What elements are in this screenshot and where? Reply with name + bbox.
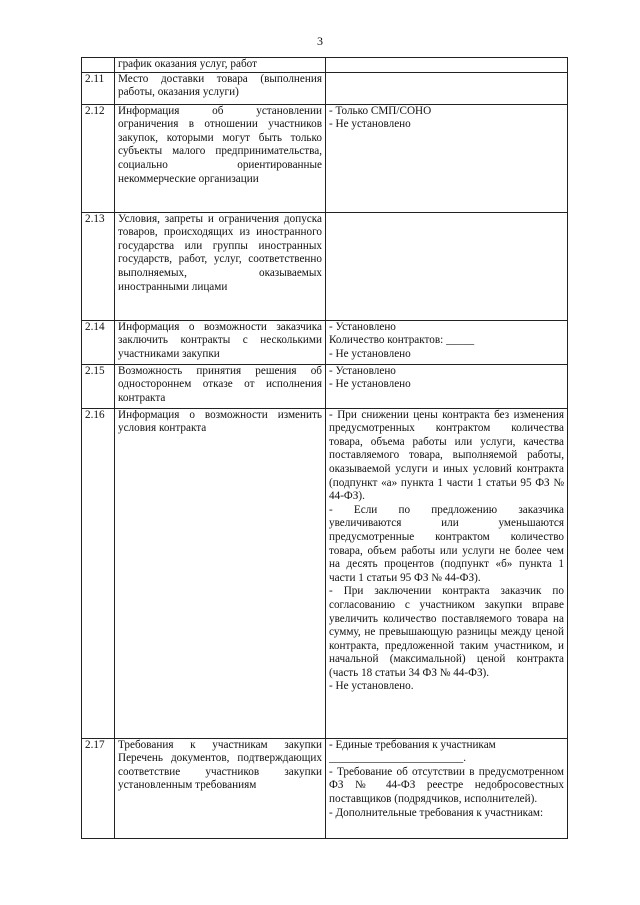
value-line: - При снижении цены контракта без изменения предусмотренных контрактом количества товара, объема работы или услуги, качества поставляемого товара, выполняемой работы, оказываемой услуги и иных условий контракта (подпункт «а» пункта 1 части 1 статьи 95 ФЗ № 44-ФЗ). [329,408,567,503]
value-line: ________________________. [329,752,467,765]
value-line: - Единые требования к участникам [329,738,496,751]
value-line: - Требование об отсутствии в предусмотренном ФЗ № 44-ФЗ реестре недобросовестных поставщиков (подрядчиков, исполнителей). [329,765,567,805]
value-line: - Не установлено [329,378,411,391]
row-value [326,408,568,738]
value-line: - Если по предложению заказчика увеличиваются или уменьшаются предусмотренные контрактом количество товара, объем работы или услуги не более чем на десять процентов (подпункт «б» пункта 1 части 1 статьи 95 ФЗ № 44-ФЗ). [329,503,567,584]
row-title: график оказания услуг, работ [115,58,326,73]
row-number: 2.14 [82,320,115,364]
page-number: 3 [317,34,323,48]
table-row [82,408,568,738]
value-line: - Дополнительные требования к участникам: [329,806,544,819]
table-row [82,104,568,212]
value-line: Количество контрактов: _____ [329,334,475,347]
row-title: Информация об установлении ограничения в отношении участников закупок, которыми могут быть только субъекты малого предпринимательства, социально ориентированные некоммерческие организации [115,104,326,212]
row-title: Требования к участникам закупки Перечень документов, подтверждающих соответствие участников закупки установленным требованиям [115,738,326,838]
row-title: Место доставки товара (выполнения работы, оказания услуги) [115,72,326,104]
row-title: Условия, запреты и ограничения допуска товаров, происходящих из иностранного государства или группы иностранных государств, работ, услуг, соответственно выполняемых, оказываемых иностранными лицами [115,212,326,320]
row-number: 2.15 [82,364,115,408]
row-number: 2.13 [82,212,115,320]
value-line: - Не установлено. [329,680,414,693]
value-line: - Только СМП/СОНО [329,104,432,117]
value-line: - Установлено [329,320,396,333]
row-value [326,72,568,104]
row-number [82,58,115,73]
value-line: - Не установлено [329,118,411,131]
value-line: - При заключении контракта заказчик по согласованию с участником закупки вправе увеличить количество поставляемого товара на сумму, не превышающую разницы между ценой контракта, предложенной таким участником, и начальной (максимальной) ценой контракта (часть 18 статьи 34 ФЗ № 44-ФЗ). [329,585,567,679]
row-number: 2.17 [82,738,115,838]
row-title: Возможность принятия решения об одностороннем отказе от исполнения контракта [115,364,326,408]
row-value [326,58,568,73]
value-line: - Не установлено [329,347,411,360]
row-title: Информация о возможности изменить условия контракта [115,408,326,738]
table-row [82,58,568,73]
row-number: 2.16 [82,408,115,738]
procurement-table [81,57,568,839]
table-row [82,364,568,408]
row-value [326,212,568,320]
row-value [326,320,568,364]
row-title: Информация о возможности заказчика заключить контракты с несколькими участниками закупки [115,320,326,364]
value-line: - Установлено [329,364,396,377]
row-value [326,738,568,838]
row-value [326,104,568,212]
table-row [82,72,568,104]
table-row [82,738,568,838]
row-value [326,364,568,408]
row-number: 2.12 [82,104,115,212]
table-row [82,320,568,364]
table-row [82,212,568,320]
row-number: 2.11 [82,72,115,104]
